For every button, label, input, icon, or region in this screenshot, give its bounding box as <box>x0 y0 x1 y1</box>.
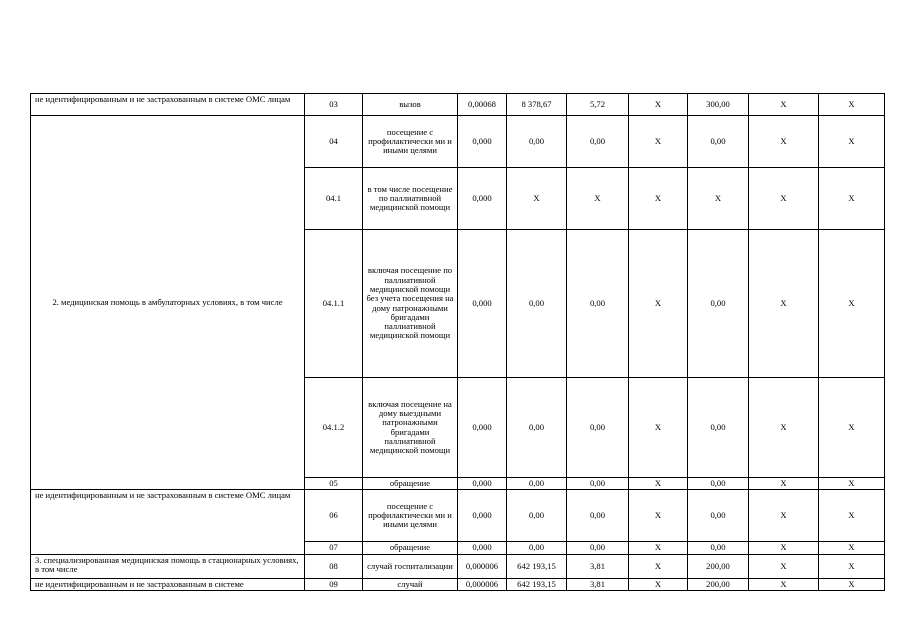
unit-cell: случай госпитализации <box>363 555 458 579</box>
code-cell: 06 <box>305 490 363 542</box>
value-cell: X <box>749 94 819 116</box>
value-cell: X <box>749 478 819 490</box>
unit-cell: включая посещение по паллиативной медицинской помощи без учета посещения на дому патронажными бригадами паллиативной медицинской помощи <box>363 230 458 378</box>
value-cell: X <box>749 378 819 478</box>
row-name-cell: 2. медицинская помощь в амбулаторных условиях, в том числе <box>31 116 305 490</box>
value-cell: 0,00 <box>507 116 567 168</box>
value-cell: 0,000 <box>458 168 507 230</box>
unit-cell: включая посещение на дому выездными патронажными бригадами паллиативной медицинской помощи <box>363 378 458 478</box>
unit-cell: посещение с профилактически ми и иными целями <box>363 490 458 542</box>
value-cell: 200,00 <box>688 555 749 579</box>
code-cell: 03 <box>305 94 363 116</box>
value-cell: X <box>819 478 885 490</box>
value-cell: 8 378,67 <box>507 94 567 116</box>
table-row <box>31 555 885 579</box>
value-cell: 0,00 <box>567 230 629 378</box>
value-cell: X <box>749 230 819 378</box>
value-cell: X <box>629 478 688 490</box>
value-cell: X <box>629 116 688 168</box>
value-cell: 0,00 <box>567 116 629 168</box>
value-cell: 0,000006 <box>458 555 507 579</box>
value-cell: 0,00068 <box>458 94 507 116</box>
value-cell: X <box>819 542 885 555</box>
value-cell: 0,00 <box>688 116 749 168</box>
value-cell: 3,81 <box>567 579 629 591</box>
row-name-cell: не идентифицированным и не застрахованным в системе ОМС лицам <box>31 490 305 555</box>
value-cell: 0,000 <box>458 478 507 490</box>
value-cell: X <box>749 168 819 230</box>
value-cell: X <box>819 490 885 542</box>
value-cell: 0,00 <box>567 542 629 555</box>
value-cell: X <box>629 490 688 542</box>
value-cell: 0,00 <box>507 542 567 555</box>
row-name-cell: не идентифицированным и не застрахованным в системе <box>31 579 305 591</box>
value-cell: 0,00 <box>507 230 567 378</box>
value-cell: 200,00 <box>688 579 749 591</box>
value-cell: 3,81 <box>567 555 629 579</box>
value-cell: X <box>507 168 567 230</box>
value-cell: X <box>819 555 885 579</box>
value-cell: X <box>688 168 749 230</box>
value-cell: X <box>749 555 819 579</box>
value-cell: 0,000 <box>458 490 507 542</box>
value-cell: 0,00 <box>688 542 749 555</box>
value-cell: X <box>629 168 688 230</box>
value-cell: 0,00 <box>507 478 567 490</box>
value-cell: X <box>629 94 688 116</box>
value-cell: X <box>629 542 688 555</box>
value-cell: X <box>749 116 819 168</box>
value-cell: 5,72 <box>567 94 629 116</box>
value-cell: X <box>819 378 885 478</box>
row-name-cell: не идентифицированным и не застрахованным в системе ОМС лицам <box>31 94 305 116</box>
value-cell: 0,000 <box>458 230 507 378</box>
value-cell: 0,000 <box>458 116 507 168</box>
data-table <box>30 93 885 591</box>
unit-cell: посещение с профилактически ми и иными целями <box>363 116 458 168</box>
value-cell: X <box>629 579 688 591</box>
row-name-cell: 3. специализированная медицинская помощь в стационарных условиях, в том числе <box>31 555 305 579</box>
value-cell: 0,000 <box>458 542 507 555</box>
code-cell: 07 <box>305 542 363 555</box>
value-cell: X <box>819 579 885 591</box>
unit-cell: вызов <box>363 94 458 116</box>
code-cell: 04 <box>305 116 363 168</box>
value-cell: 0,00 <box>567 490 629 542</box>
value-cell: X <box>629 378 688 478</box>
unit-cell: обращение <box>363 542 458 555</box>
value-cell: X <box>819 94 885 116</box>
value-cell: X <box>749 490 819 542</box>
value-cell: X <box>819 168 885 230</box>
value-cell: 0,00 <box>688 490 749 542</box>
value-cell: 642 193,15 <box>507 579 567 591</box>
value-cell: 642 193,15 <box>507 555 567 579</box>
value-cell: X <box>567 168 629 230</box>
unit-cell: случай <box>363 579 458 591</box>
code-cell: 09 <box>305 579 363 591</box>
value-cell: X <box>629 230 688 378</box>
unit-cell: в том числе посещение по паллиативной медицинской помощи <box>363 168 458 230</box>
value-cell: X <box>629 555 688 579</box>
code-cell: 04.1.1 <box>305 230 363 378</box>
value-cell: 0,00 <box>507 490 567 542</box>
table-row <box>31 490 885 542</box>
value-cell: 0,00 <box>688 478 749 490</box>
code-cell: 08 <box>305 555 363 579</box>
value-cell: 0,00 <box>507 378 567 478</box>
value-cell: X <box>749 542 819 555</box>
value-cell: 0,00 <box>688 378 749 478</box>
code-cell: 04.1.2 <box>305 378 363 478</box>
value-cell: X <box>819 116 885 168</box>
value-cell: X <box>749 579 819 591</box>
table-row <box>31 94 885 116</box>
code-cell: 05 <box>305 478 363 490</box>
value-cell: 0,00 <box>567 478 629 490</box>
value-cell: 0,000006 <box>458 579 507 591</box>
table-row <box>31 116 885 168</box>
unit-cell: обращение <box>363 478 458 490</box>
value-cell: 300,00 <box>688 94 749 116</box>
value-cell: 0,000 <box>458 378 507 478</box>
value-cell: 0,00 <box>688 230 749 378</box>
value-cell: X <box>819 230 885 378</box>
code-cell: 04.1 <box>305 168 363 230</box>
value-cell: 0,00 <box>567 378 629 478</box>
table-row <box>31 579 885 591</box>
